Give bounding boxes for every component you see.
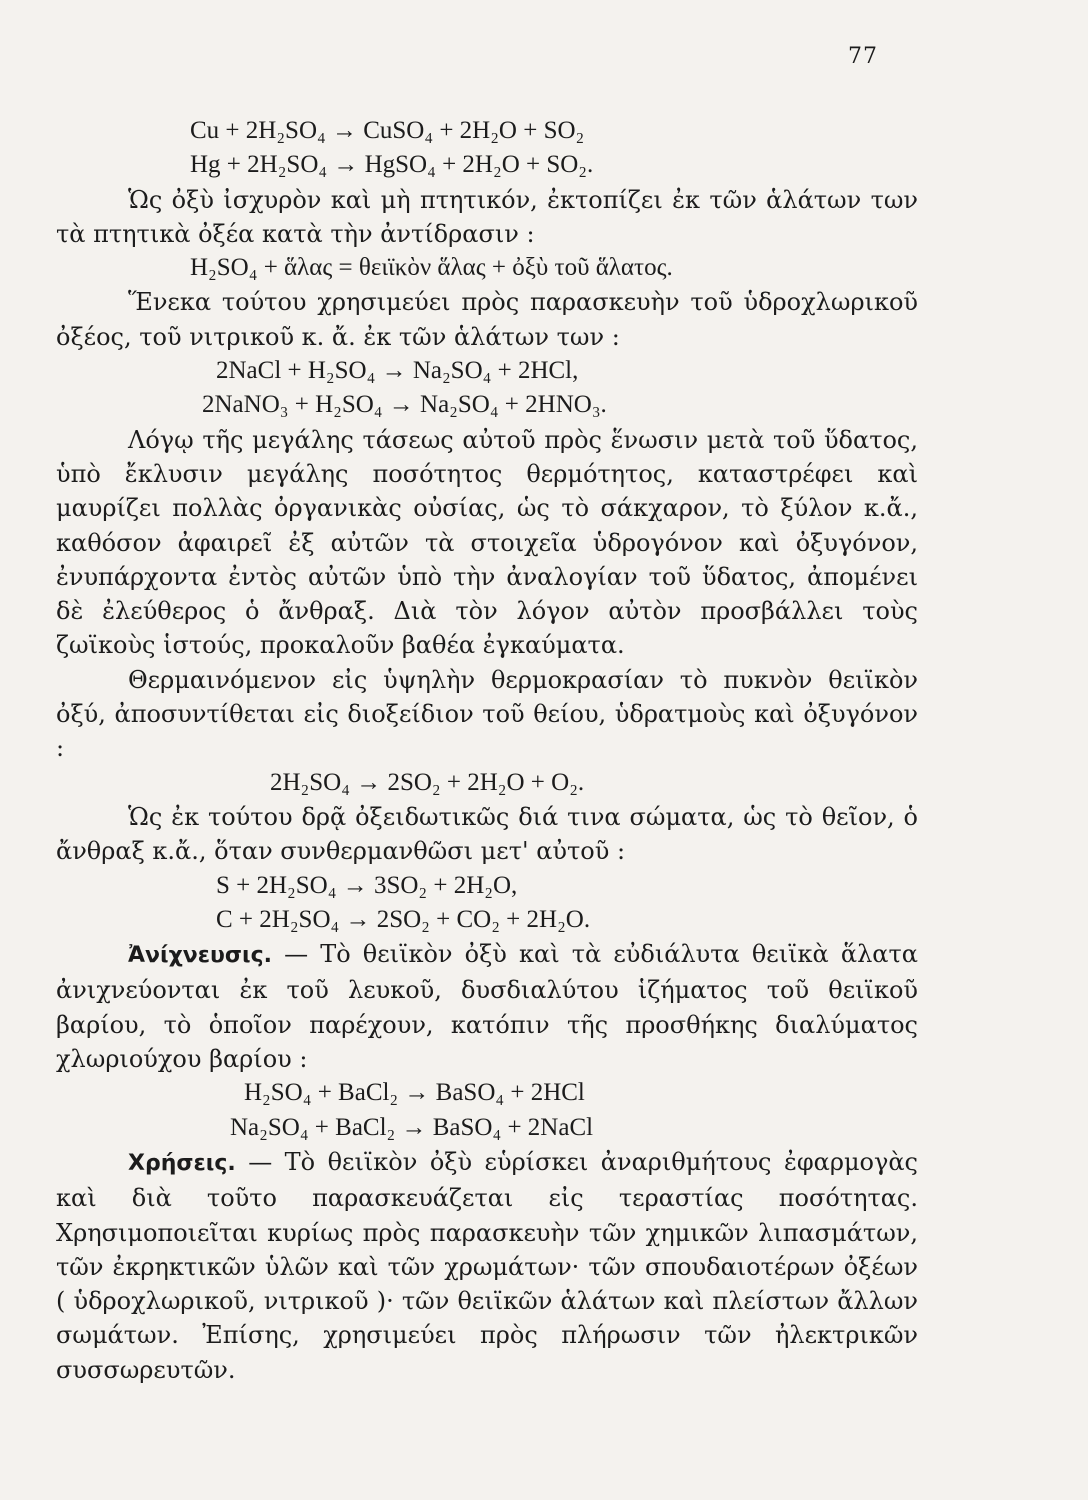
paragraph-oxidizing: Ὡς ἐκ τούτου δρᾷ ὀξειδωτικῶς διά τινα σώματα, ὡς τὸ θεῖον, ὁ ἄνθραξ κ.ἄ., ὅταν συνθερμανθῶσι μετ' αὐτοῦ : <box>56 802 918 866</box>
equation-sodium-chloride: 2NaCl + H₂SO₄ → Na₂SO₄ + 2HCl, <box>216 357 579 385</box>
equation-mercury: Hg + 2H₂SO₄ → HgSO₄ + 2H₂O + SO₂. <box>190 151 594 179</box>
equation-sodium-nitrate: 2NaNO₃ + H₂SO₄ → Na₂SO₄ + 2HNO₃. <box>202 391 607 419</box>
section-uses <box>56 1145 918 1387</box>
equation-salt-displacement: H₂SO₄ + ἅλας = θειϊκὸν ἅλας + ὀξὺ τοῦ ἅλατος. <box>190 254 673 282</box>
paragraph-hcl-preparation: Ἕνεκα τούτου χρησιμεύει πρὸς παρασκευὴν τοῦ ὑδροχλωρικοῦ ὀξέος, τοῦ νιτρικοῦ κ. ἄ. ἐκ τῶν ἁλάτων των : <box>56 288 918 351</box>
uses-heading: Χρήσεις. <box>128 1150 236 1176</box>
section-detection <box>56 937 918 1076</box>
equation-barium-2: Na₂SO₄ + BaCl₂ → BaSO₄ + 2NaCl <box>230 1113 594 1141</box>
equation-carbon: C + 2H₂SO₄ → 2SO₂ + CO₂ + 2H₂O. <box>216 905 591 933</box>
detection-text: — Τὸ θειϊκὸν ὀξὺ καὶ τὰ εὐδιάλυτα θειϊκὰ ἅλατα ἀνιχνεύονται ἐκ τοῦ λευκοῦ, δυσδιαλύτου ἱζήματος τοῦ θειϊκοῦ βαρίου, τὸ ὁποῖον παρέχουν, κατόπιν τῆς προσθήκης διαλύματος χλωριούχου βαρίου : <box>56 940 918 1074</box>
paragraph-strong-acid: Ὡς ὀξὺ ἰσχυρὸν καὶ μὴ πτητικόν, ἐκτοπίζει ἐκ τῶν ἁλάτων των τὰ πτητικὰ ὀξέα κατὰ τὴν ἀντίδρασιν : <box>56 185 918 248</box>
equation-decomposition: 2H₂SO₄ → 2SO₂ + 2H₂O + O₂. <box>270 768 585 796</box>
page-number: 77 <box>848 44 878 69</box>
equation-sulfur: S + 2H₂SO₄ → 3SO₂ + 2H₂O, <box>216 871 518 899</box>
paragraph-decomposition: Θερμαινόμενον εἰς ὑψηλὴν θερμοκρασίαν τὸ πυκνὸν θειϊκὸν ὀξύ, ἀποσυντίθεται εἰς διοξείδιον τοῦ θείου, ὑδρατμοὺς καὶ ὀξυγόνον : <box>56 665 918 763</box>
equation-copper: Cu + 2H₂SO₄ → CuSO₄ + 2H₂O + SO₂ <box>190 117 585 144</box>
detection-heading: Ἀνίχνευσις. <box>128 943 272 969</box>
equation-barium-1: H₂SO₄ + BaCl₂ → BaSO₄ + 2HCl <box>244 1079 585 1107</box>
page-body <box>56 114 918 1387</box>
uses-text: — Τὸ θειϊκὸν ὀξὺ εὑρίσκει ἀναριθμήτους ἐφαρμογὰς καὶ διὰ τοῦτο παρασκευάζεται εἰς τεραστίας ποσότητας. Χρησιμοποιεῖται κυρίως πρὸς παρασκευὴν τῶν χημικῶν λιπασμάτων, τῶν ἐκρηκτικῶν ὑλῶν καὶ τῶν χρωμάτων· τῶν σπουδαιοτέρων ὀξέων ( ὑδροχλωρικοῦ, νιτρικοῦ )· τῶν θειϊκῶν ἁλάτων καὶ πλείστων ἄλλων σωμάτων. Ἐπίσης, χρησιμεύει πρὸς πλήρωσιν τῶν ἠλεκτρικῶν συσσωρευτῶν. <box>56 1147 918 1384</box>
paragraph-dehydration: Λόγῳ τῆς μεγάλης τάσεως αὐτοῦ πρὸς ἕνωσιν μετὰ τοῦ ὕδατος, ὑπὸ ἔκλυσιν μεγάλης ποσότητος θερμότητος, καταστρέφει καὶ μαυρίζει πολλὰς ὀργανικὰς οὐσίας, ὡς τὸ σάκχαρον, τὸ ξύλον κ.ἄ., καθόσον ἀφαιρεῖ ἐξ αὐτῶν τὰ στοιχεῖα ὑδρογόνον καὶ ὀξυγόνον, ἐνυπάρχοντα ἐντὸς αὐτῶν ὑπὸ τὴν ἀναλογίαν τοῦ ὕδατος, ἀπομένει δὲ ἐλεύθερος ὁ ἄνθραξ. Διὰ τὸν λόγον αὐτὸν προσβάλλει τοὺς ζωϊκοὺς ἱστούς, προκαλοῦν βαθέα ἐγκαύματα. <box>56 425 918 660</box>
